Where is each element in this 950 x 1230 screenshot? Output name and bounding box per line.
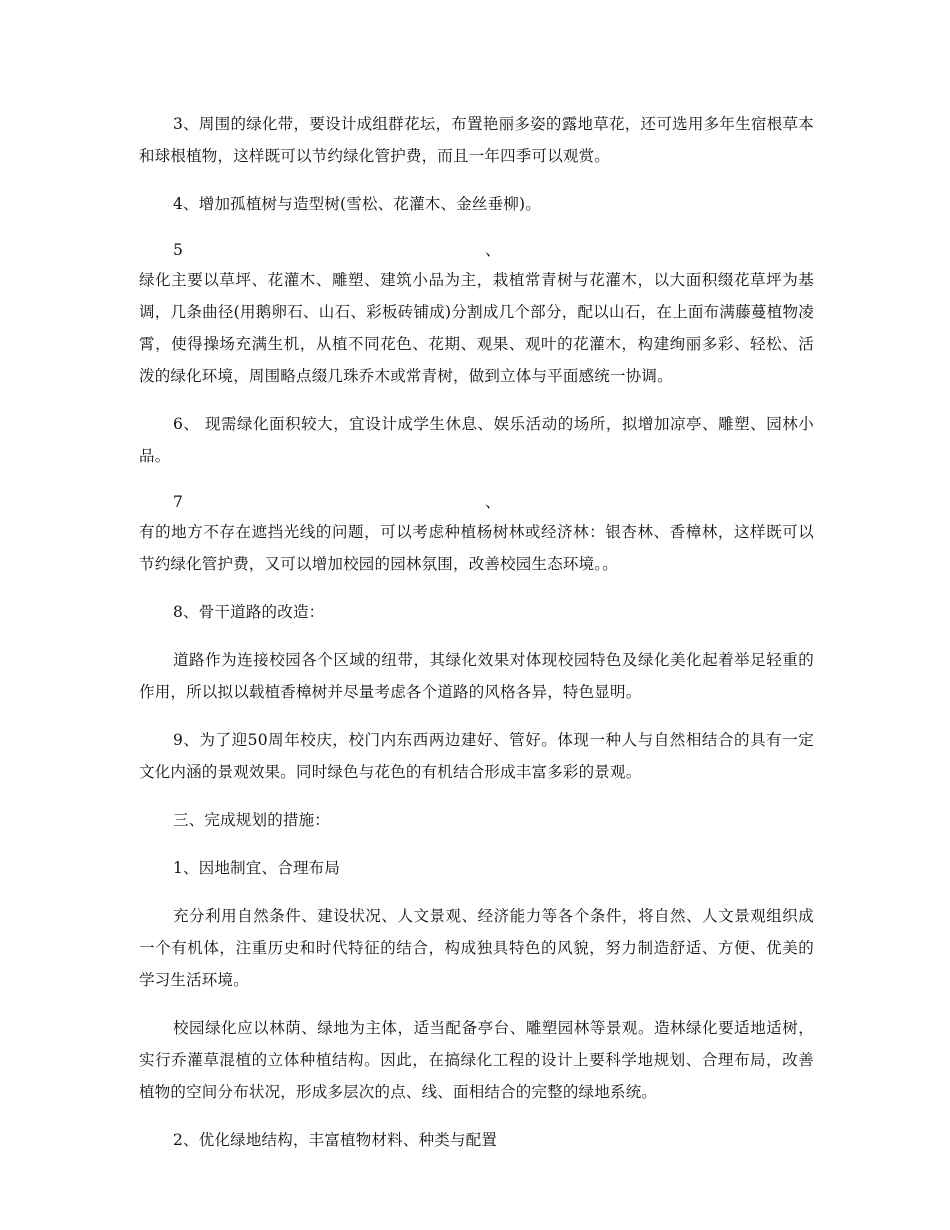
paragraph-item-7-body: 有的地方不存在遮挡光线的问题，可以考虑种植杨树林或经济林：银杏林、香樟林，这样既可以节约绿化管护费，又可以增加校园的园林氛围，改善校园生态环境。。 — [139, 523, 814, 573]
item-7-separator: 、 — [485, 493, 501, 511]
document-page — [139, 108, 814, 1172]
paragraph-item-6: 6、 现需绿化面积较大，宜设计成学生休息、娱乐活动的场所，拟增加凉亭、雕塑、园林小品。 — [139, 415, 814, 465]
paragraph-item-8-body: 道路作为连接校园各个区域的纽带，其绿化效果对体现校园特色及绿化美化起着举足轻重的作用，所以拟以载植香樟树并尽量考虑各个道路的风格各异，特色显明。 — [139, 651, 814, 701]
paragraph-item-9: 9、为了迎50周年校庆，校门内东西两边建好、管好。体现一种人与自然相结合的具有一定文化内涵的景观效果。同时绿色与花色的有机结合形成丰富多彩的景观。 — [139, 731, 814, 781]
paragraph-item-5-body: 绿化主要以草坪、花灌木、雕塑、建筑小品为主，栽植常青树与花灌木，以大面积缀花草坪为基调，几条曲径(用鹅卵石、山石、彩板砖铺成)分割成几个部分，配以山石，在上面布满藤蔓植物凌霄，使得操场充满生机，从植不同花色、花期、观果、观叶的花灌木，构建绚丽多彩、轻松、活泼的绿化环境，周围略点缀几珠乔木或常青树，做到立体与平面感统一协调。 — [139, 271, 814, 385]
item-5-number: 5 — [173, 241, 183, 259]
paragraph-item-3: 3、周围的绿化带，要设计成组群花坛，布置艳丽多姿的露地草花，还可选用多年生宿根草本和球根植物，这样既可以节约绿化管护费，而且一年四季可以观赏。 — [139, 115, 814, 165]
item-7-number: 7 — [173, 493, 183, 511]
measure-heading-2: 2、优化绿地结构，丰富植物材料、种类与配置 — [173, 1131, 498, 1149]
measure-1-paragraph-2: 校园绿化应以林荫、绿地为主体，适当配备亭台、雕塑园林等景观。造林绿化要适地适树，实行乔灌草混植的立体种植结构。因此，在搞绿化工程的设计上要科学地规划、合理布局，改善植物的空间分布状况，形成多层次的点、线、面相结合的完整的绿地系统。 — [139, 1019, 814, 1101]
paragraph-item-8: 8、骨干道路的改造： — [173, 603, 325, 621]
measure-heading-1: 1、因地制宜、合理布局 — [173, 859, 341, 877]
item-5-separator: 、 — [485, 241, 501, 259]
paragraph-item-4: 4、增加孤植树与造型树(雪松、花灌木、金丝垂柳)。 — [173, 195, 541, 213]
item-5-heading — [139, 236, 814, 264]
measure-1-paragraph-1: 充分利用自然条件、建设状况、人文景观、经济能力等各个条件，将自然、人文景观组织成一个有机体，注重历史和时代特征的结合，构成独具特色的风貌，努力制造舒适、方便、优美的学习生活环境。 — [139, 907, 814, 989]
section-heading-3: 三、完成规划的措施： — [173, 811, 331, 829]
item-7-heading — [139, 488, 814, 516]
